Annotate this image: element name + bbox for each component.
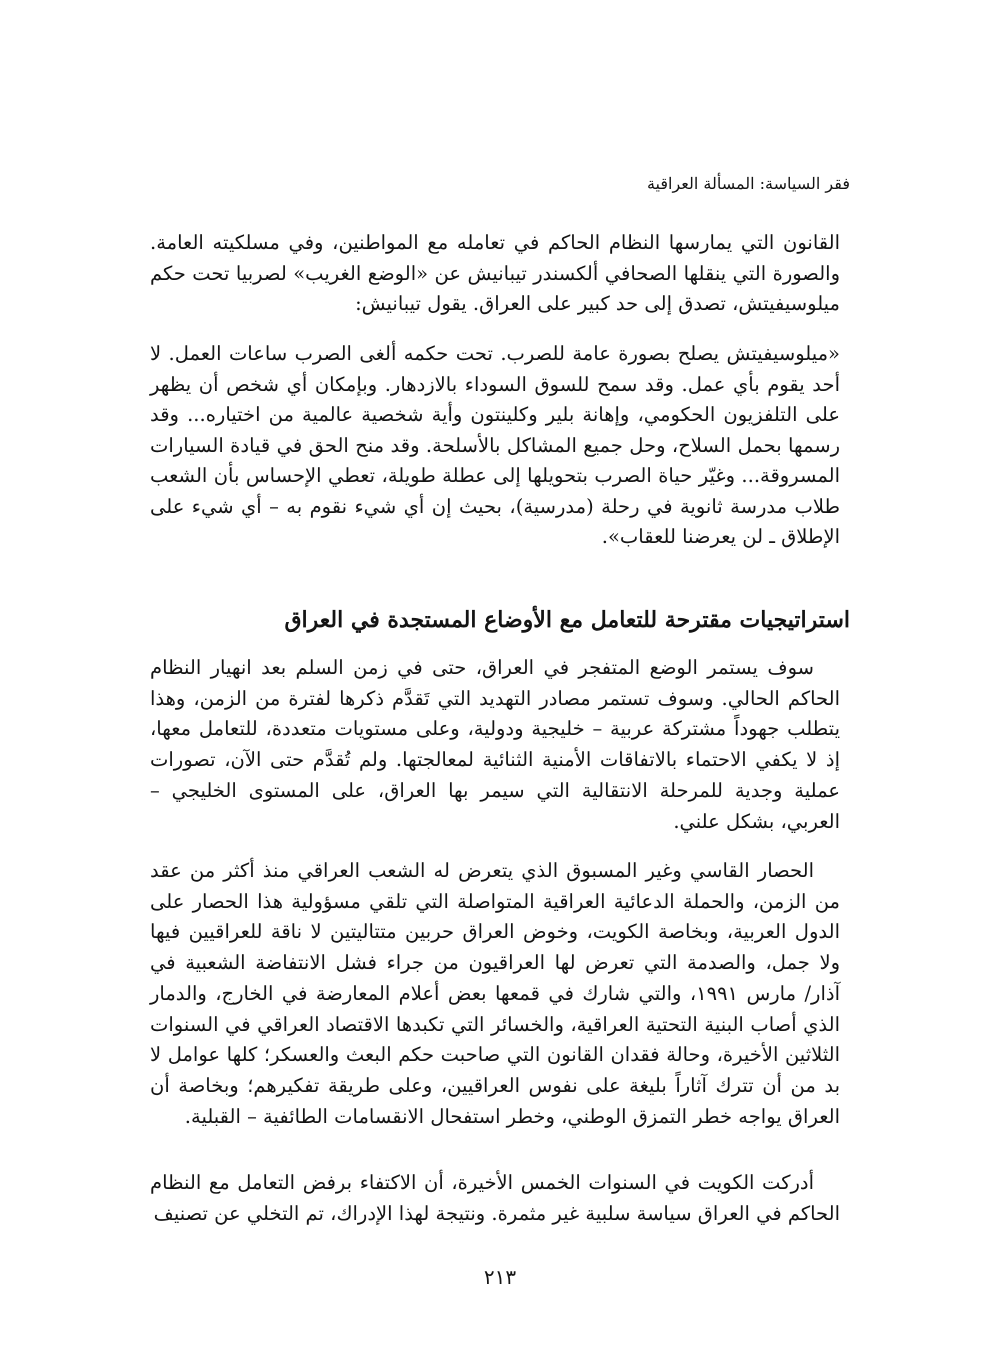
block-quote: «ميلوسيفيتش يصلح بصورة عامة للصرب. تحت حكمه ألغى الصرب ساعات العمل. لا أحد يقوم بأي عمل. وقد سمح للسوق السوداء بالازدهار. وبإمكان أي شخص أن يظهر على التلفزيون الحكومي، وإهانة بلير وكلينتون وأية شخصية عالمية من اختياره... وقد رسمها بحمل السلاح، وحل جميع المشاكل بالأسلحة. وقد منح الحق في قيادة السيارات المسروقة... وغيّر حياة الصرب بتحويلها إلى عطلة طويلة، تعطي الإحساس بأن الشعب طلاب مدرسة ثانوية في رحلة (مدرسية)، بحيث إن أي شيء نقوم به – أي شيء على الإطلاق ـ لن يعرضنا للعقاب». bbox=[150, 342, 840, 548]
section-heading: استراتيجيات مقترحة للتعامل مع الأوضاع المستجدة في العراق bbox=[284, 607, 850, 633]
paragraph-sanctions: الحصار القاسي وغير المسبوق الذي يتعرض له الشعب العراقي منذ أكثر من عقد من الزمن، والحملة الدعائية العراقية المتواصلة التي تلقي مسؤولية هذا الحصار على الدول العربية، وبخاصة الكويت، وخوض العراق حربين متتاليتين لا ناقة للعراقيين فيها ولا جمل، والصدمة التي تعرض لها العراقيون من جراء فشل الانتفاضة الشعبية في آذار/ مارس ١٩٩١، والتي شارك في قمعها بعض أعلام المعارضة في الخارج، والدمار الذي أصاب البنية التحتية العراقية، والخسائر التي تكبدها الاقتصاد العراقي في السنوات الثلاثين الأخيرة، وحالة فقدان القانون التي صاحبت حكم البعث والعسكر؛ كلها عوامل لا بد من أن تترك آثاراً بليغة على نفوس العراقيين، وعلى طريقة تفكيرهم؛ وبخاصة أن العراق يواجه خطر التمزق الوطني، وخطر استفحال الانقسامات الطائفية – القبلية. bbox=[150, 859, 840, 1128]
paragraph-kuwait: أدركت الكويت في السنوات الخمس الأخيرة، أن الاكتفاء برفض التعامل مع النظام الحاكم في العراق سياسة سلبية غير مثمرة. ونتيجة لهذا الإدراك، تم التخلي عن تصنيف bbox=[150, 1171, 840, 1225]
running-header-title: فقر السياسة: المسألة العراقية bbox=[646, 174, 850, 193]
paragraph-strategies-intro: سوف يستمر الوضع المتفجر في العراق، حتى في زمن السلم بعد انهيار النظام الحاكم الحالي. وسوف تستمر مصادر التهديد التي تَقدَّم ذكرها لفترة من الزمن، وهذا يتطلب جهوداً مشتركة عربية – خليجية ودولية، وعلى مستويات متعددة، للتعامل معها، إذ لا يكفي الاحتماء بالاتفاقات الأمنية الثنائية لمعالجتها. ولم تُقدَّم حتى الآن، تصورات عملية وجدية للمرحلة الانتقالية التي سيمر بها العراق، على المستوى الخليجي – العربي، بشكل علني. bbox=[150, 656, 840, 833]
page-number: ٢١٣ bbox=[483, 1265, 517, 1289]
paragraph-continuation: القانون التي يمارسها النظام الحاكم في تعامله مع المواطنين، وفي مسلكيته العامة. والصورة التي ينقلها الصحافي ألكسندر تيبانيش عن «الوضع الغريب» لصربيا تحت حكم ميلوسيفيتش، تصدق إلى حد كبير على العراق. يقول تيبانيش: bbox=[150, 231, 840, 316]
